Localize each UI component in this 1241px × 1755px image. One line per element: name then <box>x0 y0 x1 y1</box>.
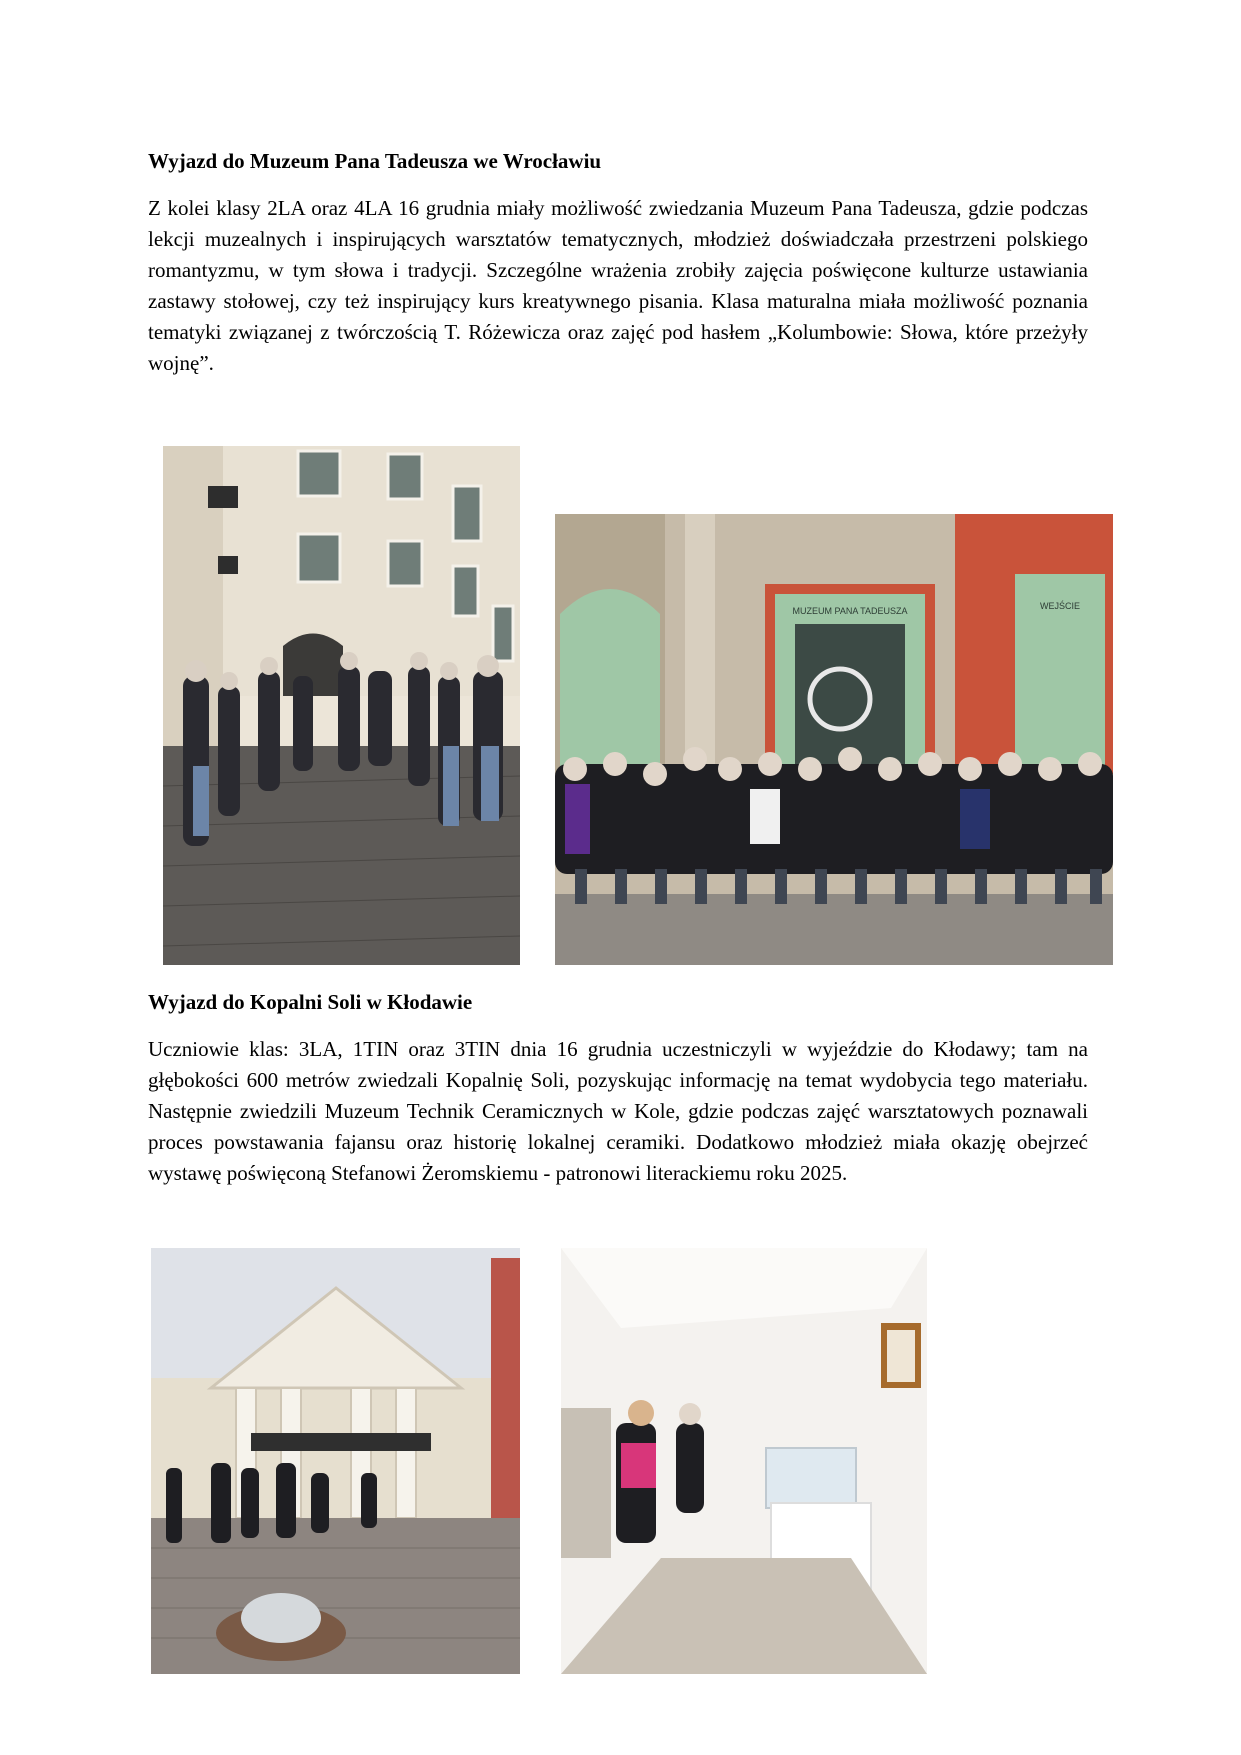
photo-museum-courtyard <box>163 446 520 965</box>
section-paragraph-museum-pan-tadeusz: Z kolei klasy 2LA oraz 4LA 16 grudnia miały możliwość zwiedzania Muzeum Pana Tadeusza, gdzie podczas lekcji muzealnych i inspirujących warsztatów tematycznych, młodzież doświadczała przestrzeni polskiego romantyzmu, w tym słowa i tradycji. Szczególne wrażenia zrobiły zajęcia poświęcone kulturze ustawiania zastawy stołowej, czy też inspirujący kurs kreatywnego pisania. Klasa maturalna miała możliwość poznania tematyki związanej z twórczością T. Różewicza oraz zajęć pod hasłem „Kolumbowie: Słowa, które przeżyły wojnę”. <box>148 196 1088 375</box>
photo-ceramics-museum-interior <box>561 1248 927 1674</box>
section-heading-salt-mine: Wyjazd do Kopalni Soli w Kłodawie <box>148 990 473 1014</box>
museum-sign-text: MUZEUM PANA TADEUSZA <box>792 606 908 616</box>
photo-museum-group <box>555 514 1113 965</box>
entrance-sign-text: WEJŚCIE <box>1039 601 1081 611</box>
section-heading-museum-pan-tadeusz: Wyjazd do Muzeum Pana Tadeusza we Wrocławiu <box>148 149 602 173</box>
photo-palace-building <box>151 1248 520 1674</box>
section-paragraph-salt-mine: Uczniowie klas: 3LA, 1TIN oraz 3TIN dnia 16 grudnia uczestniczyli w wyjeździe do Kłodawy; tam na głębokości 600 metrów zwiedzali Kopalnię Soli, pozyskując informację na temat wydobycia tego materiału. Następnie zwiedzili Muzeum Technik Ceramicznych w Kole, gdzie podczas zajęć warsztatowych poznawali proces powstawania fajansu oraz historię lokalnej ceramiki. Dodatkowo młodzież miała okazję obejrzeć wystawę poświęconą Stefanowi Żeromskiemu - patronowi literackiemu roku 2025. <box>148 1037 1088 1185</box>
